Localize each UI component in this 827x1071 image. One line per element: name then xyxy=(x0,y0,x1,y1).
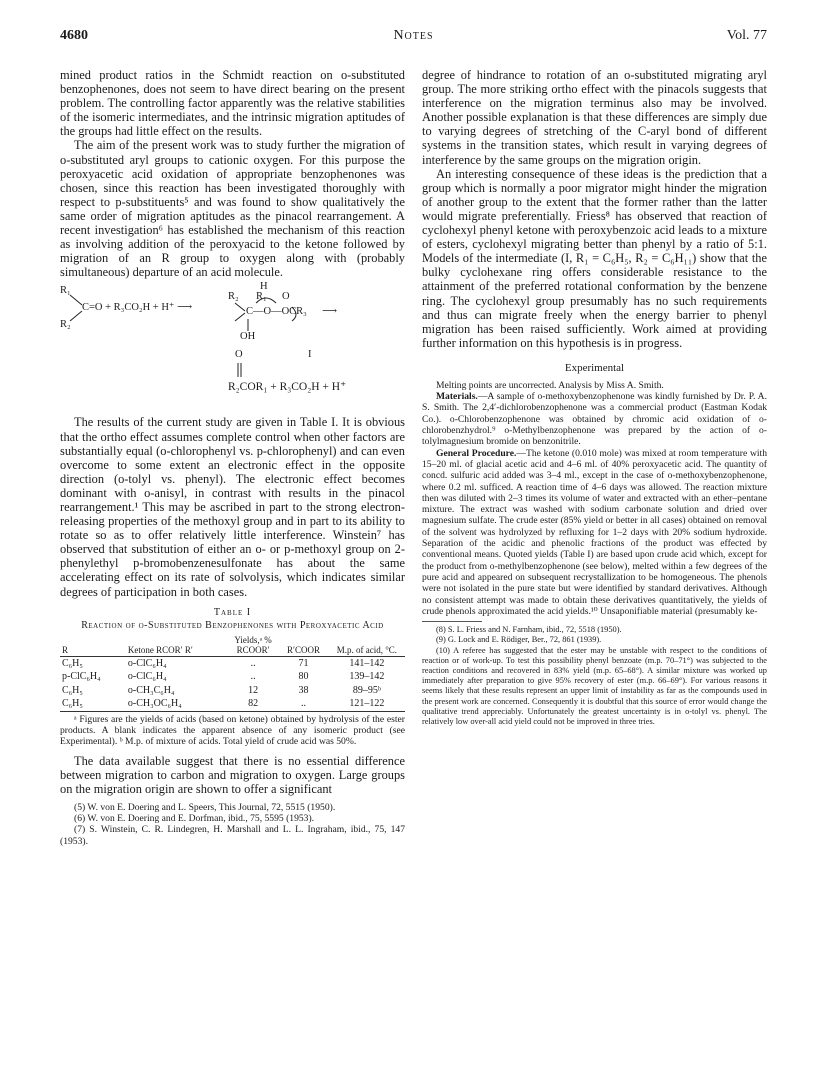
oh-label: OH xyxy=(240,331,256,343)
table-cell: o-ClC₆H₄ xyxy=(127,671,167,683)
footnote-divider xyxy=(422,621,482,622)
footnote: (5) W. von E. Doering and L. Speers, This Journal, 72, 5515 (1950). xyxy=(74,801,336,813)
table-cell: 139–142 xyxy=(349,671,385,683)
table-cell: p-ClC₆H₄ xyxy=(62,671,101,683)
paragraph: Melting points are uncorrected. Analysis by Miss A. Smith. xyxy=(436,379,664,391)
table-cell: 12 xyxy=(248,684,259,696)
h-label: H xyxy=(260,281,268,293)
table-cell: C₆H₅ xyxy=(62,684,83,696)
paragraph: The aim of the present work was to study further the migration of o-substituted aryl groups to cationic oxygen. For this purpose the peroxyacetic acid oxidation of appropriate benzophenones was chosen, since this reaction has been investigated thoroughly with respect to p-substituents⁵ and was found to show qualitatively the same order of migration aptitudes as the pinacol rearrangement. A recent investigation⁶ has established the mechanism of this reaction as involving addition of the peroxyacid to the ketone followed by migration of an R group to oxygen along with (probably simultaneous) departure of an acid molecule. xyxy=(60,138,405,280)
left-footnotes xyxy=(60,802,405,847)
r2-label: R₂ xyxy=(60,319,71,331)
paragraph: mined product ratios in the Schmidt reaction on o-substituted benzophenones, does not seem to have direct bearing on the present problem. The controlling factor apparently was the relative stabilities of the isomeric intermediates, and the intrinsic migration aptitudes of the groups had little effect on the results. xyxy=(60,68,405,139)
page-number: 4680 xyxy=(60,28,88,43)
paragraph xyxy=(422,448,767,617)
paragraph: The data available suggest that there is no essential difference between migration to carbon and migration to oxygen. Large groups on the migration origin are shown to offer a significant xyxy=(60,753,405,796)
products-label: R₂COR₁ + R₃CO₂H + H⁺ xyxy=(228,381,347,394)
section-heading: Experimental xyxy=(564,361,625,374)
left-column xyxy=(60,68,405,847)
equation-left: C=O + R₃CO₂H + H⁺ ⟶ xyxy=(82,302,193,314)
r1-intermediate-label: R₁ xyxy=(256,291,267,303)
page-header xyxy=(60,28,767,50)
reaction-arrow: ⟶ xyxy=(322,306,338,318)
volume-label: Vol. 77 xyxy=(726,28,767,43)
table-row xyxy=(60,684,405,698)
intermediate-chain: C—O—OCR₃ xyxy=(246,306,307,318)
header-cell: R′COOR xyxy=(287,644,321,655)
table-cell: 82 xyxy=(228,697,278,711)
paragraph xyxy=(422,391,767,447)
table-cell: 38 xyxy=(298,684,309,696)
footnote: (10) A referee has suggested that the ester may be unstable with respect to the conditions of reaction or of work-up. To test this possibility phenyl benzoate (m.p. 70–71°) was subjected to the reaction conditions and recovered in 83% yield (m.p. 65–68°). A similar mixture was worked up immediately after preparation to give 95% recovery of ester (m.p. 66–69°). For various reasons it seems likely that these results represent an upper limit of instability as far as the compounds used in the present work are concerned. Consequently it is doubtful that this source of error would change the qualitative trend appreciably. Unfortunately the greatest uncertainty is in o-tolyl vs. phenyl. The relatively low over-all acid yield could not be improved in three tries. xyxy=(422,645,767,726)
table-cell: o-ClC₆H₄ xyxy=(127,657,167,669)
paragraph-text: —A sample of o-methoxybenzophenone was kindly furnished by Dr. P. A. S. Smith. The 2,4′-dichlorobenzophenone was a commercial product (Eastman Kodak Co.). o-Chlorobenzophenone was obtained by chromic acid oxidation of o-chlorobenzhydrol.⁹ o-Methylbenzophenone was prepared by the action of o-tolylmagnesium bromide on benzonitrile. xyxy=(422,391,767,448)
table-cell: .. xyxy=(250,671,256,683)
table-cell: .. xyxy=(278,697,328,711)
footnote: (7) S. Winstein, C. R. Lindegren, H. Marshall and L. L. Ingraham, ibid., 75, 147 (1953). xyxy=(60,824,405,847)
o-top-label: O xyxy=(282,291,290,303)
paragraph-heading: General Procedure. xyxy=(436,447,517,459)
table-cell: 141–142 xyxy=(349,657,385,669)
footnote: (6) W. von E. Doering and E. Dorfman, ibid., 75, 5595 (1953). xyxy=(74,813,315,825)
table-cell: .. xyxy=(250,657,256,669)
table-footnote: ᵃ Figures are the yields of acids (based on ketone) obtained by hydrolysis of the ester products. A blank indicates the apparent absence of any isomeric product (see Experimental). ᵇ M.p. of mixture of acids. Total yield of crude acid was 50%. xyxy=(60,713,405,748)
table-cell: o-CH₃C₆H₄ xyxy=(127,684,175,696)
header-cell: Ketone RCOR′ R′ xyxy=(127,644,193,655)
header-cell: M.p. of acid, °C. xyxy=(336,644,398,655)
footnote: (9) G. Lock and E. Rödiger, Ber., 72, 861 (1939). xyxy=(436,635,602,645)
footnote: (8) S. L. Friess and N. Farnham, ibid., 72, 5518 (1950). xyxy=(436,625,622,635)
r1-label: R₁ xyxy=(60,285,71,297)
table-cell: C₆H₅ xyxy=(62,657,83,669)
o-carbonyl-label: O xyxy=(235,349,243,361)
table-cell: o-CH₃OC₆H₄ xyxy=(126,697,228,711)
table-title: Table I xyxy=(213,606,252,618)
table-cell: 89–95ᵇ xyxy=(352,684,381,696)
table-header-row xyxy=(60,634,405,657)
paragraph: The results of the current study are given in Table I. It is obvious that the ortho effect assumes complete control when other factors are substantially equal (o-chlorophenyl vs. p-chlorophenyl) and can even overcome to some extent an electronic effect in the opposite direction (o-tolyl vs. phenyl). The electronic effect becomes dominant with o-anisyl, in contrast with results in the pinacol rearrangement.¹ This may be ascribed in part to the strong electron-releasing properties of the methoxyl group and in part to its ability to rotate so as to offer relatively little interference. Winstein⁷ has observed that substitution of either an o- or p-methoxyl group on 2-phenylethyl p-bromobenzenesulfonate has about the same accelerating effect on its rate of solvolysis, which indicates similar degrees of participation in both cases. xyxy=(60,415,405,599)
right-footnotes xyxy=(422,625,767,727)
paragraph: An interesting consequence of these ideas is the prediction that a group which is normally a poor migrator might hinder the migration of another group to the extent that the former rather than the latter would migrate preferentially. Friess⁸ has observed that reaction of cyclohexyl phenyl ketone with peroxybenzoic acid leads to a mixture of esters, cyclohexyl migrating better than phenyl by a ratio of 5:1. Models of the intermediate (I, R₁ = C₆H₅, R₂ = C₆H₁₁) show that the bulky cyclohexane ring offers considerable resistance to the attainment of the preferred rotational conformation by the benzene ring. The cyclohexyl group presumably has no such requirements and thus can migrate freely when the energy barrier to phenyl migration has been raised sufficiently. Work aimed at providing further information on this hypothesis is in progress. xyxy=(422,166,767,350)
paragraph: degree of hindrance to rotation of an o-substituted migrating aryl group. The more striking ortho effect with the pinacols suggests that interference on the migration terminus also may be involved. Another possible explanation is that these differences are simply due to varying degrees of stretching of the C-aryl bond of different systems in the transition states, which result in varying degrees of interference by the same groups on the migration origin. xyxy=(422,68,767,167)
table-row xyxy=(60,697,405,711)
intermediate-number: I xyxy=(308,349,312,361)
r2-intermediate-label: R₂ xyxy=(228,291,239,303)
results-table xyxy=(60,634,405,712)
reaction-scheme xyxy=(60,281,405,411)
header-cell: Yields,ᵃ % RCOOR′ xyxy=(234,634,272,655)
table-cell: 71 xyxy=(298,657,309,669)
table-cell: 121–122 xyxy=(329,697,405,711)
section-title: Notes xyxy=(393,28,434,43)
paragraph-text: —The ketone (0.010 mole) was mixed at room temperature with 15–20 ml. of glacial acetic acid and 4–6 ml. of 40% peroxyacetic acid. The quantity of concd. sulfuric acid added was 3–4 ml., except in the case of o-methoxybenzophenone, where 0.2 ml. sufficed. A reaction time of 4–6 days was allowed. The reaction mixture then was diluted with 2–3 times its volume of water and extracted with an ether–pentane mixture. The extract was washed with sodium carbonate solution and dried over magnesium sulfate. The crude ester (85% yield or better in all cases) obtained on removal of the solvent was hydrolyzed by refluxing for 1–2 days with 20% sodium hydroxide. Separation of the acidic and phenolic fractions of the product was effected by conventional means. Quoted yields (Table I) are based upon crude acid which, except for the product from o-methylbenzophenone (see below), melted within a few degrees of the pure acid and appeared on subsequent recrystallization to be homogeneous. The phenols were not isolated in the pure state but were identified by standard derivatives. Although no consistent attempt was made to obtain these derivatives quantitatively, the yields of crude phenols approximated the acid yields.¹⁰ Unsaponifiable material (presumably ke- xyxy=(422,447,767,617)
table-row xyxy=(60,670,405,684)
right-column xyxy=(422,68,767,727)
table-caption: Reaction of o-Substituted Benzophenones with Peroxyacetic Acid xyxy=(81,619,384,631)
paragraph-heading: Materials. xyxy=(436,391,478,403)
table-cell: 80 xyxy=(298,671,309,683)
table-row xyxy=(60,656,405,670)
header-cell: R xyxy=(62,644,69,655)
table-cell: C₆H₅ xyxy=(60,697,126,711)
